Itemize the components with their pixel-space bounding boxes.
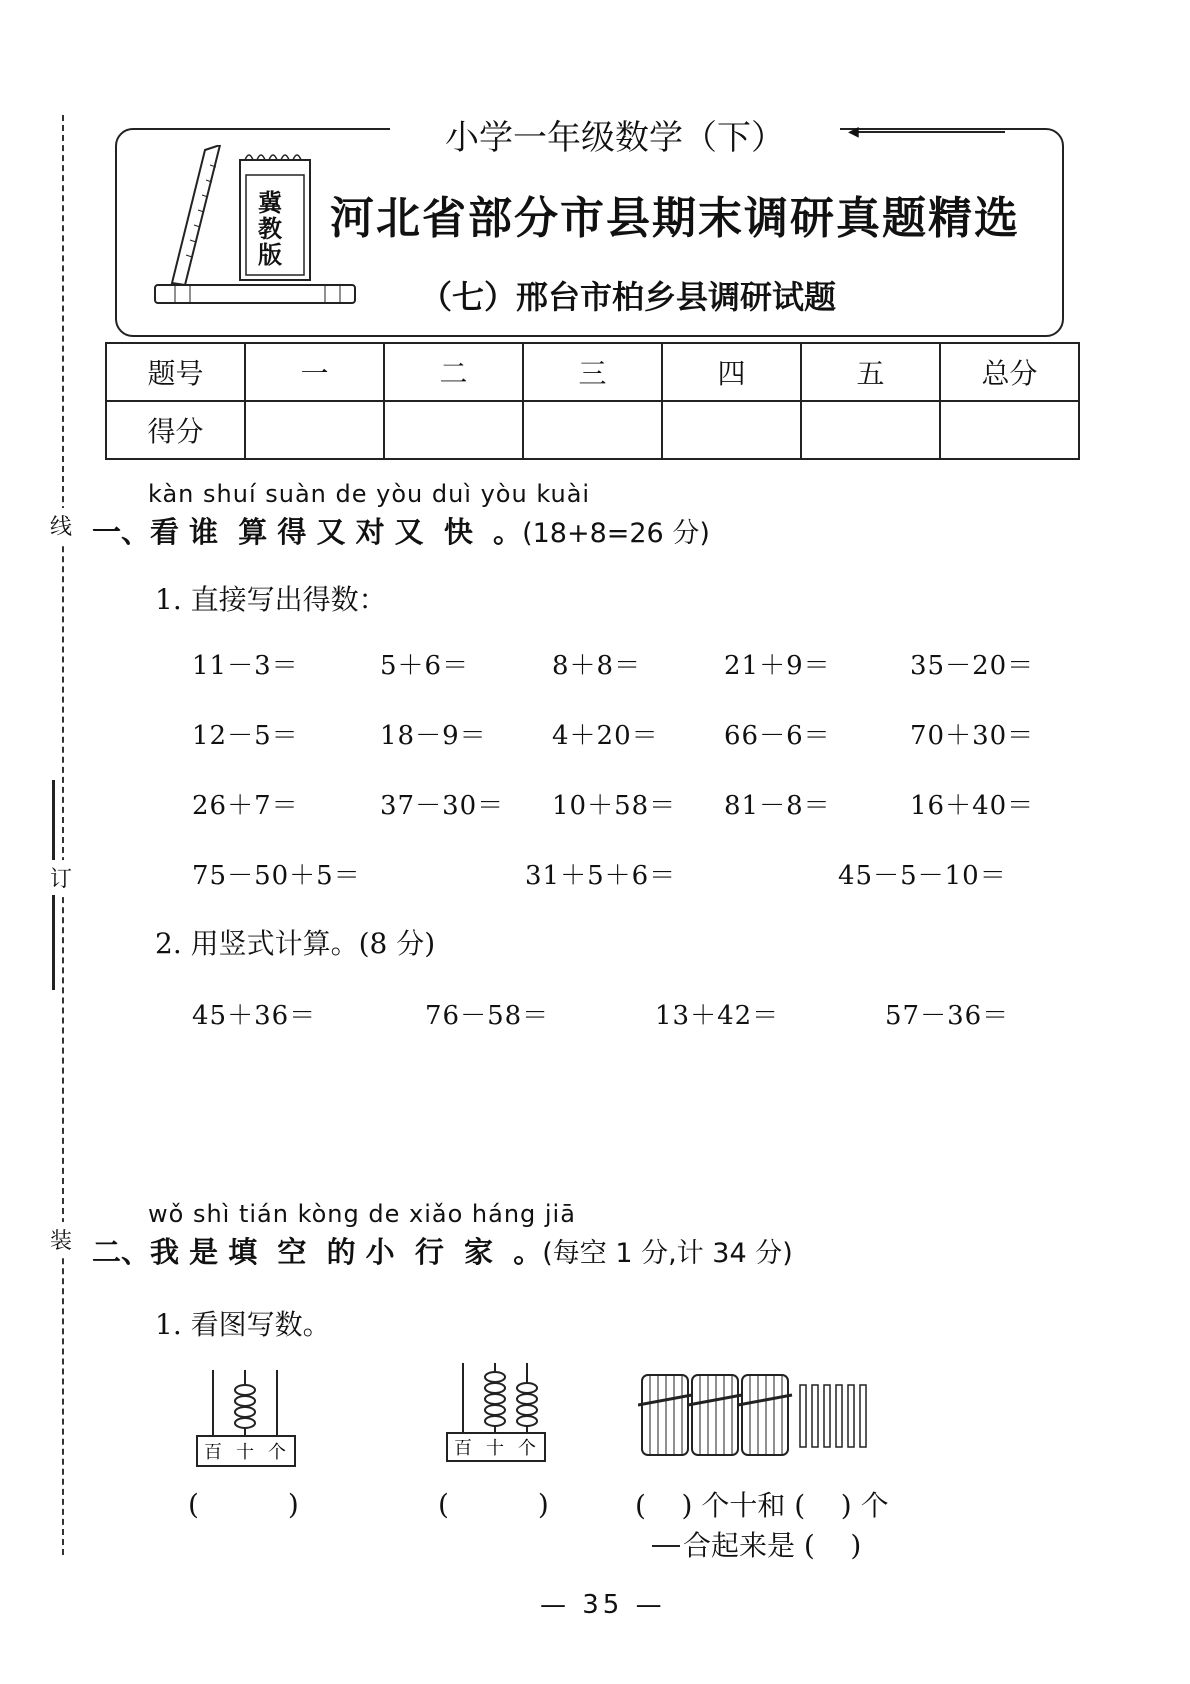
equation: 11－3＝	[192, 651, 299, 681]
score-table	[105, 342, 1080, 460]
equation: 37－30＝	[380, 791, 505, 821]
score-cell: 二	[384, 343, 523, 401]
score-input-cell[interactable]	[801, 401, 940, 459]
equation: 21＋9＝	[724, 651, 831, 681]
page-number: — 35 —	[540, 1590, 666, 1620]
section1-q2-title: 2. 用竖式计算。(8 分)	[155, 927, 436, 960]
equation: 12－5＝	[192, 721, 299, 751]
score-input-cell[interactable]	[662, 401, 801, 459]
equation: 45＋36＝	[192, 1001, 317, 1031]
answer-blank-1[interactable]: ( )	[188, 1488, 299, 1521]
equation: 76－58＝	[425, 1001, 550, 1031]
dash-mark	[652, 1545, 680, 1547]
section1-note: (18+8=26 分)	[522, 518, 710, 549]
score-cell: 一	[245, 343, 384, 401]
section2-pinyin: wǒ shì tián kòng de xiǎo háng jiā	[148, 1200, 576, 1228]
bundle-icon	[738, 1375, 792, 1455]
equation: 13＋42＝	[655, 1001, 780, 1031]
equation: 5＋6＝	[380, 651, 470, 681]
binding-dashed-line	[62, 115, 64, 1555]
abacus-label: 百	[204, 1442, 222, 1463]
equation: 81－8＝	[724, 791, 831, 821]
abacus-label: 十	[236, 1442, 254, 1463]
section2-title	[92, 1230, 793, 1271]
score-input-cell[interactable]	[523, 401, 662, 459]
abacus-2-icon	[445, 1363, 555, 1463]
equation: 8＋8＝	[552, 651, 642, 681]
equation: 70＋30＝	[910, 721, 1035, 751]
single-sticks-icon	[800, 1385, 866, 1447]
main-title: 河北省部分市县期末调研真题精选	[330, 193, 1020, 244]
equation: 10＋58＝	[552, 791, 677, 821]
abacus-label: 十	[486, 1438, 504, 1459]
binding-char-bind: 装	[50, 1222, 72, 1257]
score-input-cell[interactable]	[940, 401, 1079, 459]
section1-title-text: 一、看 谁 算 得 又 对 又 快 。	[92, 515, 523, 549]
score-cell: 三	[523, 343, 662, 401]
score-table-header-row	[106, 343, 1079, 401]
equation: 35－20＝	[910, 651, 1035, 681]
section2-note: (每空 1 分,计 34 分)	[542, 1238, 793, 1269]
score-cell: 五	[801, 343, 940, 401]
equation: 26＋7＝	[192, 791, 299, 821]
book-title: 小学一年级数学（下）	[390, 110, 840, 159]
logo-text: 冀教版	[258, 188, 282, 269]
equation: 75－50＋5＝	[192, 861, 361, 891]
answer-blank-4[interactable]: 合起来是 ( )	[683, 1529, 862, 1562]
section1-title	[92, 510, 710, 551]
section2-q1-title: 1. 看图写数。	[155, 1308, 331, 1341]
bundle-icon	[638, 1375, 692, 1455]
abacus-label: 个	[268, 1442, 286, 1463]
section1-pinyin: kàn shuí suàn de yòu duì yòu kuài	[148, 480, 591, 508]
equation: 57－36＝	[885, 1001, 1010, 1031]
score-cell: 总分	[940, 343, 1079, 401]
score-cell: 题号	[106, 343, 245, 401]
arrow-line	[855, 131, 1005, 133]
abacus-label: 个	[518, 1438, 536, 1459]
score-input-cell[interactable]	[245, 401, 384, 459]
equation: 18－9＝	[380, 721, 487, 751]
arrow-left-icon: ◀	[848, 124, 859, 140]
binding-char-order: 订	[50, 860, 72, 895]
binding-char-line: 线	[50, 508, 72, 543]
abacus-1-icon	[195, 1370, 305, 1470]
answer-blank-3[interactable]: ( ) 个十和 ( ) 个	[635, 1489, 889, 1522]
equation: 66－6＝	[724, 721, 831, 751]
score-cell: 得分	[106, 401, 245, 459]
section2-title-text: 二、我 是 填 空 的 小 行 家 。	[92, 1235, 543, 1269]
equation: 4＋20＝	[552, 721, 659, 751]
abacus-label: 百	[454, 1438, 472, 1459]
equation: 45－5－10＝	[838, 861, 1007, 891]
answer-blank-2[interactable]: ( )	[438, 1488, 549, 1521]
bundle-icon	[688, 1375, 742, 1455]
section1-q1-title: 1. 直接写出得数：	[155, 583, 387, 616]
score-cell: 四	[662, 343, 801, 401]
score-table-score-row	[106, 401, 1079, 459]
equation: 31＋5＋6＝	[525, 861, 677, 891]
sub-title: （七）邢台市柏乡县调研试题	[420, 278, 837, 316]
stick-bundles-icon	[638, 1365, 878, 1465]
score-input-cell[interactable]	[384, 401, 523, 459]
equation: 16＋40＝	[910, 791, 1035, 821]
